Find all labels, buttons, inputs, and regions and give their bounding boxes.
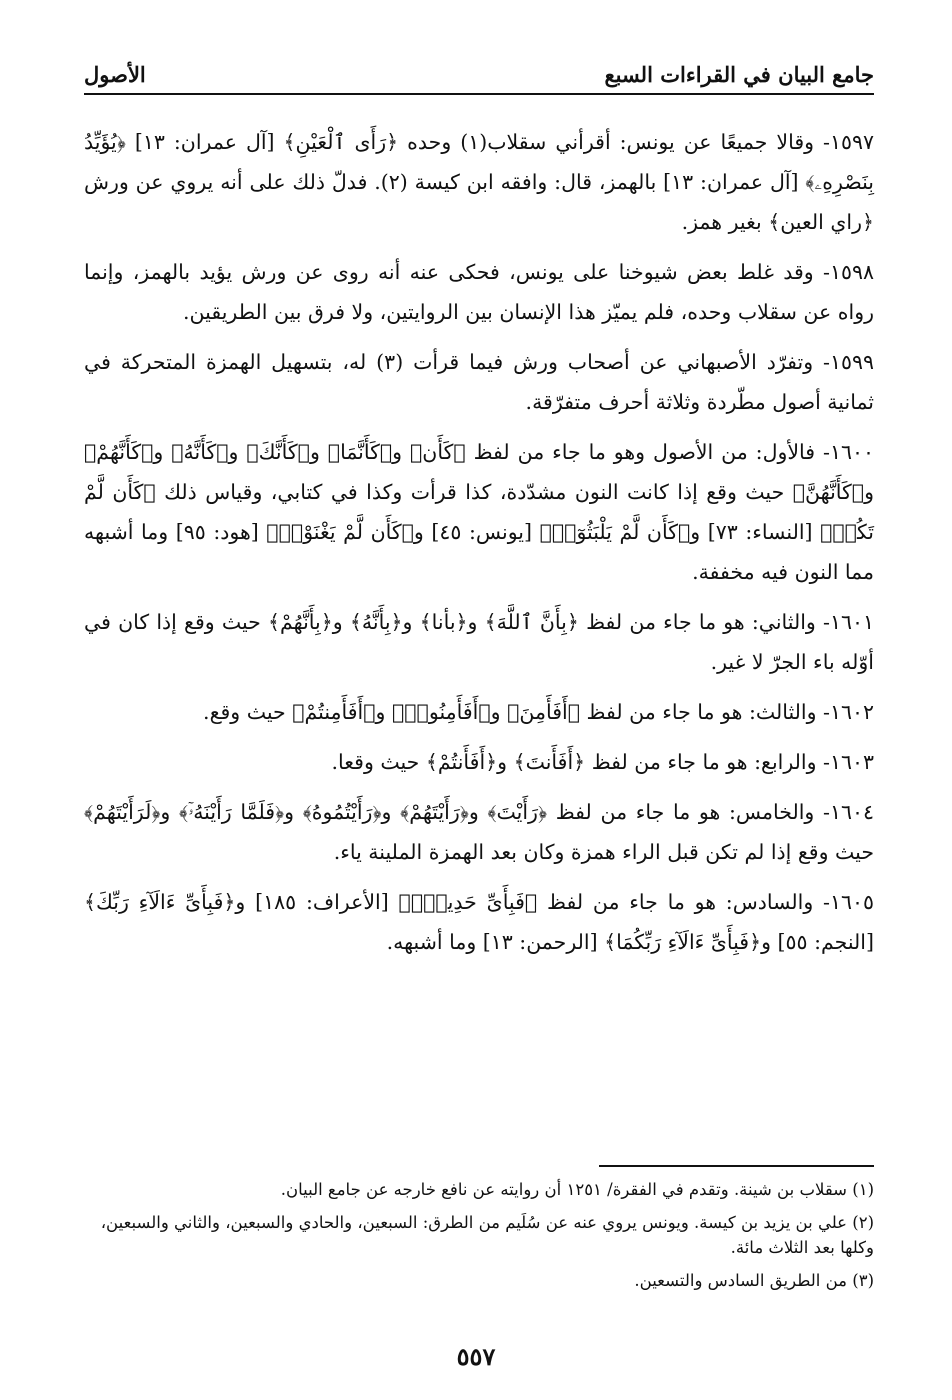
footnote-3: (٣) من الطريق السادس والتسعين. — [634, 1271, 874, 1290]
running-header — [84, 62, 874, 95]
footnotes — [84, 1165, 874, 1301]
footnote-2: (٢) علي بن يزيد بن كيسة. ويونس يروي عنه عن سُلَيم من الطرق: السبعين، والحادي والسبعين، والثاني والسبعين، وكلها بعد الثلاث مائة. — [100, 1213, 874, 1257]
footnote-1: (١) سقلاب بن شينة. وتقدم في الفقرة/ ١٢٥١ أن روايته عن نافع خارجه عن جامع البيان. — [280, 1180, 874, 1199]
footnote-divider — [599, 1165, 874, 1167]
page-number: ٥٥٧ — [456, 1342, 496, 1371]
paragraph-1598: ١٥٩٨- وقد غلط بعض شيوخنا على يونس، فحكى عنه أنه روى عن ورش يؤيد بالهمز، وإنما رواه عن سقلاب وحده، فلم يميّز هذا الإنسان بين الروايتين، ولا فرق بين الطريقين. — [84, 260, 874, 324]
paragraph-1603: ١٦٠٣- والرابع: هو ما جاء من لفظ ﴿أَفَأَنتَ﴾ و﴿أَفَأَنتُمْ﴾ حيث وقعا. — [331, 750, 874, 774]
paragraph-1600: ١٦٠٠- فالأول: من الأصول وهو ما جاء من لفظ ﴿كَأَن﴾ و﴿كَأَنَّمَا﴾ و﴿كَأَنَّكَ﴾ و﴿كَأَنَّهُ﴾ و﴿كَأَنَّهُمْ﴾ و﴿كَأَنَّهُنَّ﴾ حيث وقع إذا كانت النون مشدّدة، كذا قرأت وكذا في كتابي، وقياس ذلك ﴿كَأَن لَّمْ تَكُنۢ﴾ [النساء: ٧٣] و﴿كَأَن لَّمْ يَلْبَثُوٓا۟﴾ [يونس: ٤٥] و﴿كَأَن لَّمْ يَغْنَوْا۟﴾ [هود: ٩٥] وما أشبهه مما النون فيه مخففة. — [84, 440, 875, 584]
section-title: الأصول — [84, 62, 146, 87]
paragraph-1599: ١٥٩٩- وتفرّد الأصبهاني عن أصحاب ورش فيما قرأت (٣) له، بتسهيل الهمزة المتحركة في ثمانية أصول مطّردة وثلاثة أحرف متفرّقة. — [84, 350, 874, 414]
book-title: جامع البيان في القراءات السبع — [604, 62, 874, 87]
paragraph-1605: ١٦٠٥- والسادس: هو ما جاء من لفظ ﴿فَبِأَىِّ حَدِيثٍۭ﴾ [الأعراف: ١٨٥] و﴿فَبِأَىِّ ءَالَآءِ رَبِّكَ﴾ [النجم: ٥٥] و﴿فَبِأَىِّ ءَالَآءِ رَبِّكُمَا﴾ [الرحمن: ١٣] وما أشبهه. — [84, 890, 874, 954]
main-text — [84, 122, 874, 972]
paragraph-1597: ١٥٩٧- وقالا جميعًا عن يونس: أقرأني سقلاب(١) وحده ﴿رَأَى ٱلْعَيْنِ﴾ [آل عمران: ١٣] ﴿يُؤَيِّدُ بِنَصْرِهِۦ﴾ [آل عمران: ١٣] بالهمز، قال: وافقه ابن كيسة (٢). فدلّ ذلك على أنه يروي عن ورش ﴿راي العين﴾ بغير همز. — [84, 130, 875, 234]
paragraph-1601: ١٦٠١- والثاني: هو ما جاء من لفظ ﴿بِأَنَّ ٱللَّهَ﴾ و﴿بأنا﴾ و﴿بِأَنَّهُ﴾ و﴿بِأَنَّهُمْ﴾ حيث وقع إذا كان في أوّله باء الجرّ لا غير. — [84, 610, 874, 674]
paragraph-1602: ١٦٠٢- والثالث: هو ما جاء من لفظ ﴿أَفَأَمِنَ﴾ و﴿أَفَأَمِنُوا۟﴾ و﴿أَفَأَمِنتُمْ﴾ حيث وقع. — [203, 700, 874, 724]
paragraph-1604: ١٦٠٤- والخامس: هو ما جاء من لفظ ﴿رَأَيْتَ﴾ و﴿رَأَيْتَهُمْ﴾ و﴿رَأَيْتُمُوهُ﴾ و﴿فَلَمَّا رَأَيْنَهُۥٓ﴾ و﴿لَرَأَيْتَهُمْ﴾ حيث وقع إذا لم تكن قبل الراء همزة وكان بعد الهمزة الملينة ياء. — [84, 800, 874, 864]
